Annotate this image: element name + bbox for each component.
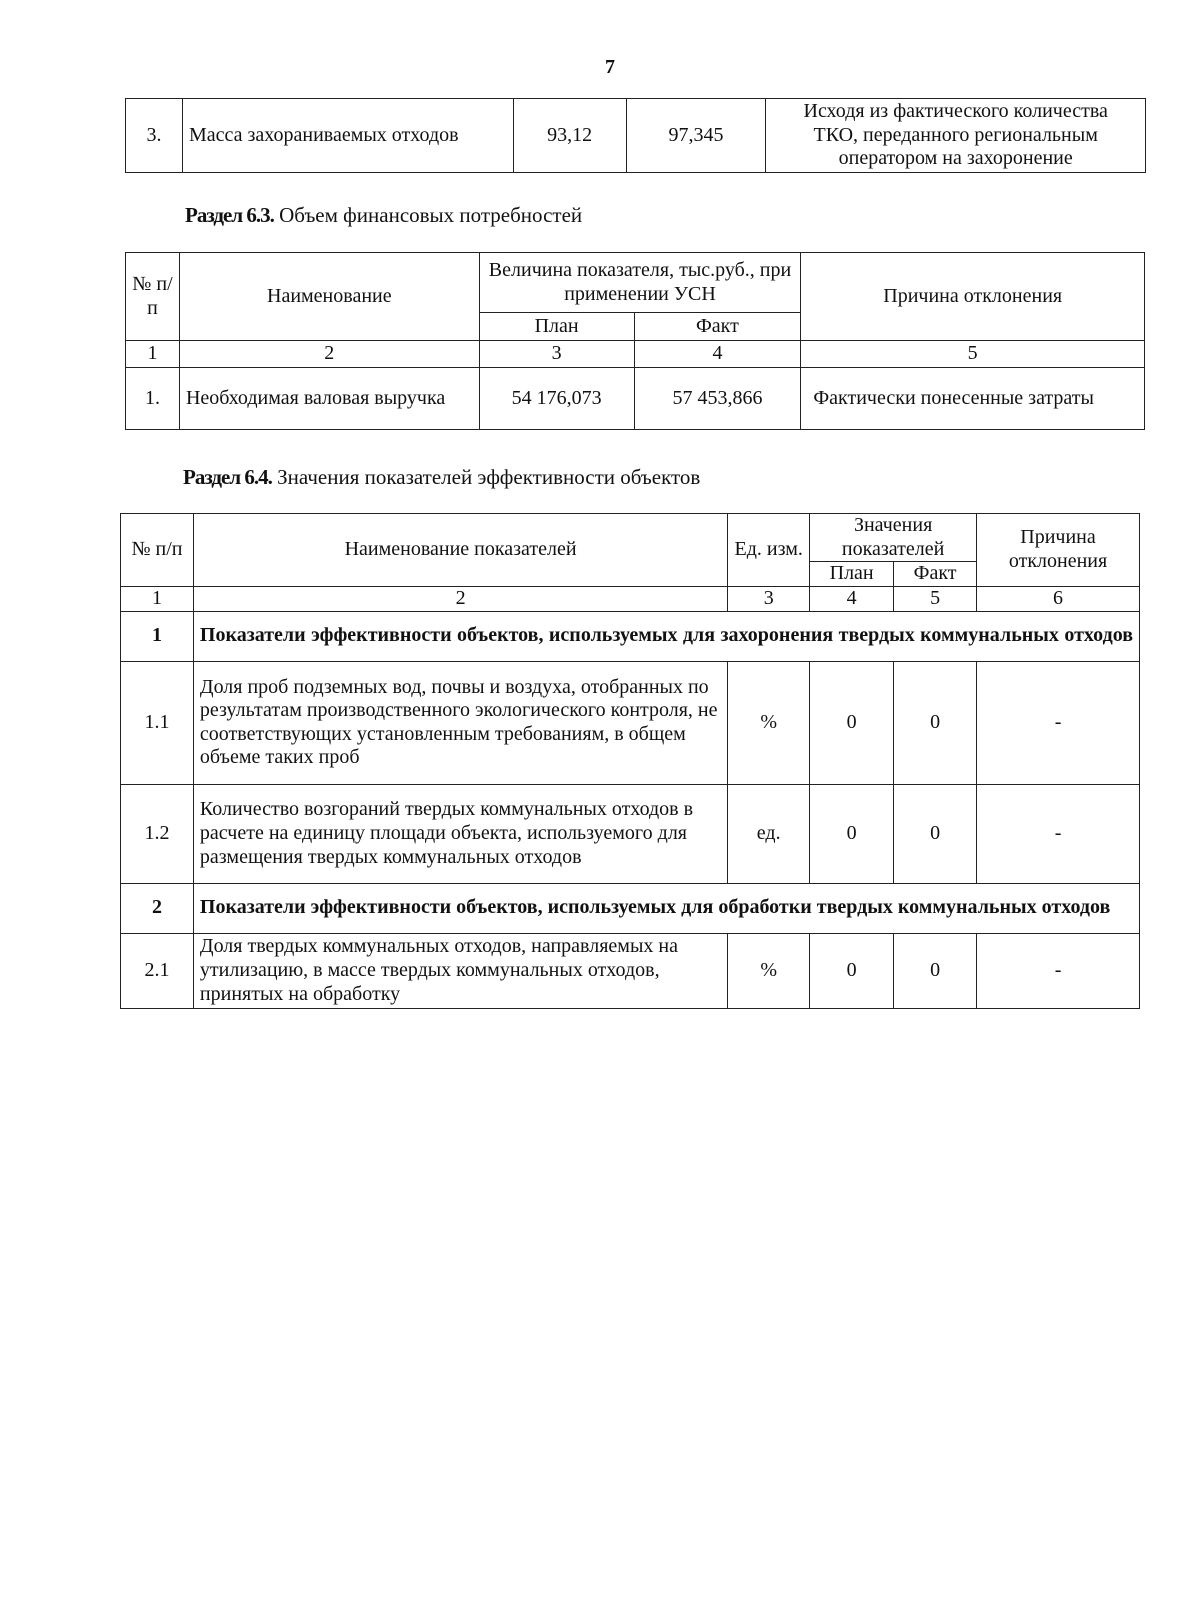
header-name: Наименование показателей (193, 514, 727, 587)
reason-line: ТКО, переданного региональным (813, 123, 1098, 146)
group-number: 2 (121, 883, 194, 933)
efficiency-indicators-table (120, 513, 1140, 1009)
indicator-name: Доля проб подземных вод, почвы и воздуха, отобранных по результатам производственного экологического контроля, не соответствующих установленным требованиям, в общем объеме таких проб (193, 661, 727, 784)
indicator-name: Количество возгораний твердых коммунальных отходов в расчете на единицу площади объекта, используемого для размещения твердых коммунальных отходов (193, 784, 727, 883)
fact-value: 0 (894, 933, 977, 1008)
col-number: 5 (801, 341, 1145, 368)
plan-value: 54 176,073 (479, 368, 634, 430)
col-number: 2 (179, 341, 479, 368)
deviation-reason: - (977, 661, 1140, 784)
plan-value: 0 (810, 933, 894, 1008)
group-number: 1 (121, 611, 194, 661)
header-num: № п/п (126, 253, 180, 341)
fact-value: 0 (894, 661, 977, 784)
fact-value: 97,345 (626, 99, 766, 173)
section-title: Значения показателей эффективности объектов (277, 465, 701, 489)
section-label: Раздел 6.3. (185, 203, 274, 227)
col-number: 6 (977, 586, 1140, 611)
unit: % (728, 933, 810, 1008)
plan-value: 93,12 (513, 99, 626, 173)
col-number: 3 (479, 341, 634, 368)
waste-mass-table (125, 98, 1146, 173)
deviation-reason: Фактически понесенные затраты (801, 368, 1145, 430)
unit: ед. (728, 784, 810, 883)
header-values: Значения показателей (810, 514, 977, 562)
col-number: 3 (728, 586, 810, 611)
header-reason: Причина отклонения (977, 514, 1140, 587)
col-number: 1 (121, 586, 194, 611)
col-number: 1 (126, 341, 180, 368)
fact-value: 57 453,866 (634, 368, 801, 430)
indicator-name: Доля твердых коммунальных отходов, направляемых на утилизацию, в массе твердых коммунальных отходов, принятых на обработку (193, 933, 727, 1008)
header-plan: План (810, 562, 894, 587)
section-title: Объем финансовых потребностей (279, 203, 583, 227)
col-number: 4 (810, 586, 894, 611)
header-fact: Факт (894, 562, 977, 587)
row-number: 3. (126, 99, 183, 173)
plan-value: 0 (810, 784, 894, 883)
row-number: 2.1 (121, 933, 194, 1008)
deviation-reason (766, 99, 1146, 173)
header-reason: Причина отклонения (801, 253, 1145, 341)
section-label: Раздел 6.4. (183, 465, 272, 489)
group-title: Показатели эффективности объектов, используемых для обработки твердых коммунальных отходов (193, 883, 1139, 933)
row-name: Необходимая валовая выручка (179, 368, 479, 430)
row-number: 1. (126, 368, 180, 430)
row-number: 1.2 (121, 784, 194, 883)
row-name: Масса захораниваемых отходов (182, 99, 513, 173)
header-unit: Ед. изм. (728, 514, 810, 587)
page-number: 7 (605, 56, 615, 78)
deviation-reason: - (977, 784, 1140, 883)
unit: % (728, 661, 810, 784)
row-number: 1.1 (121, 661, 194, 784)
reason-line: оператором на захоронение (838, 147, 1073, 170)
plan-value: 0 (810, 661, 894, 784)
col-number: 2 (193, 586, 727, 611)
header-num: № п/п (121, 514, 194, 587)
header-value: Величина показателя, тыс.руб., при применении УСН (479, 253, 801, 313)
header-plan: План (479, 313, 634, 341)
section-6-3-heading (185, 203, 582, 228)
header-name: Наименование (179, 253, 479, 341)
col-number: 5 (894, 586, 977, 611)
financial-needs-table (125, 252, 1145, 430)
col-number: 4 (634, 341, 801, 368)
reason-line: Исходя из фактического количества (803, 100, 1108, 123)
group-title: Показатели эффективности объектов, используемых для захоронения твердых коммунальных отходов (193, 611, 1139, 661)
fact-value: 0 (894, 784, 977, 883)
header-fact: Факт (634, 313, 801, 341)
deviation-reason: - (977, 933, 1140, 1008)
section-6-4-heading (183, 465, 700, 490)
